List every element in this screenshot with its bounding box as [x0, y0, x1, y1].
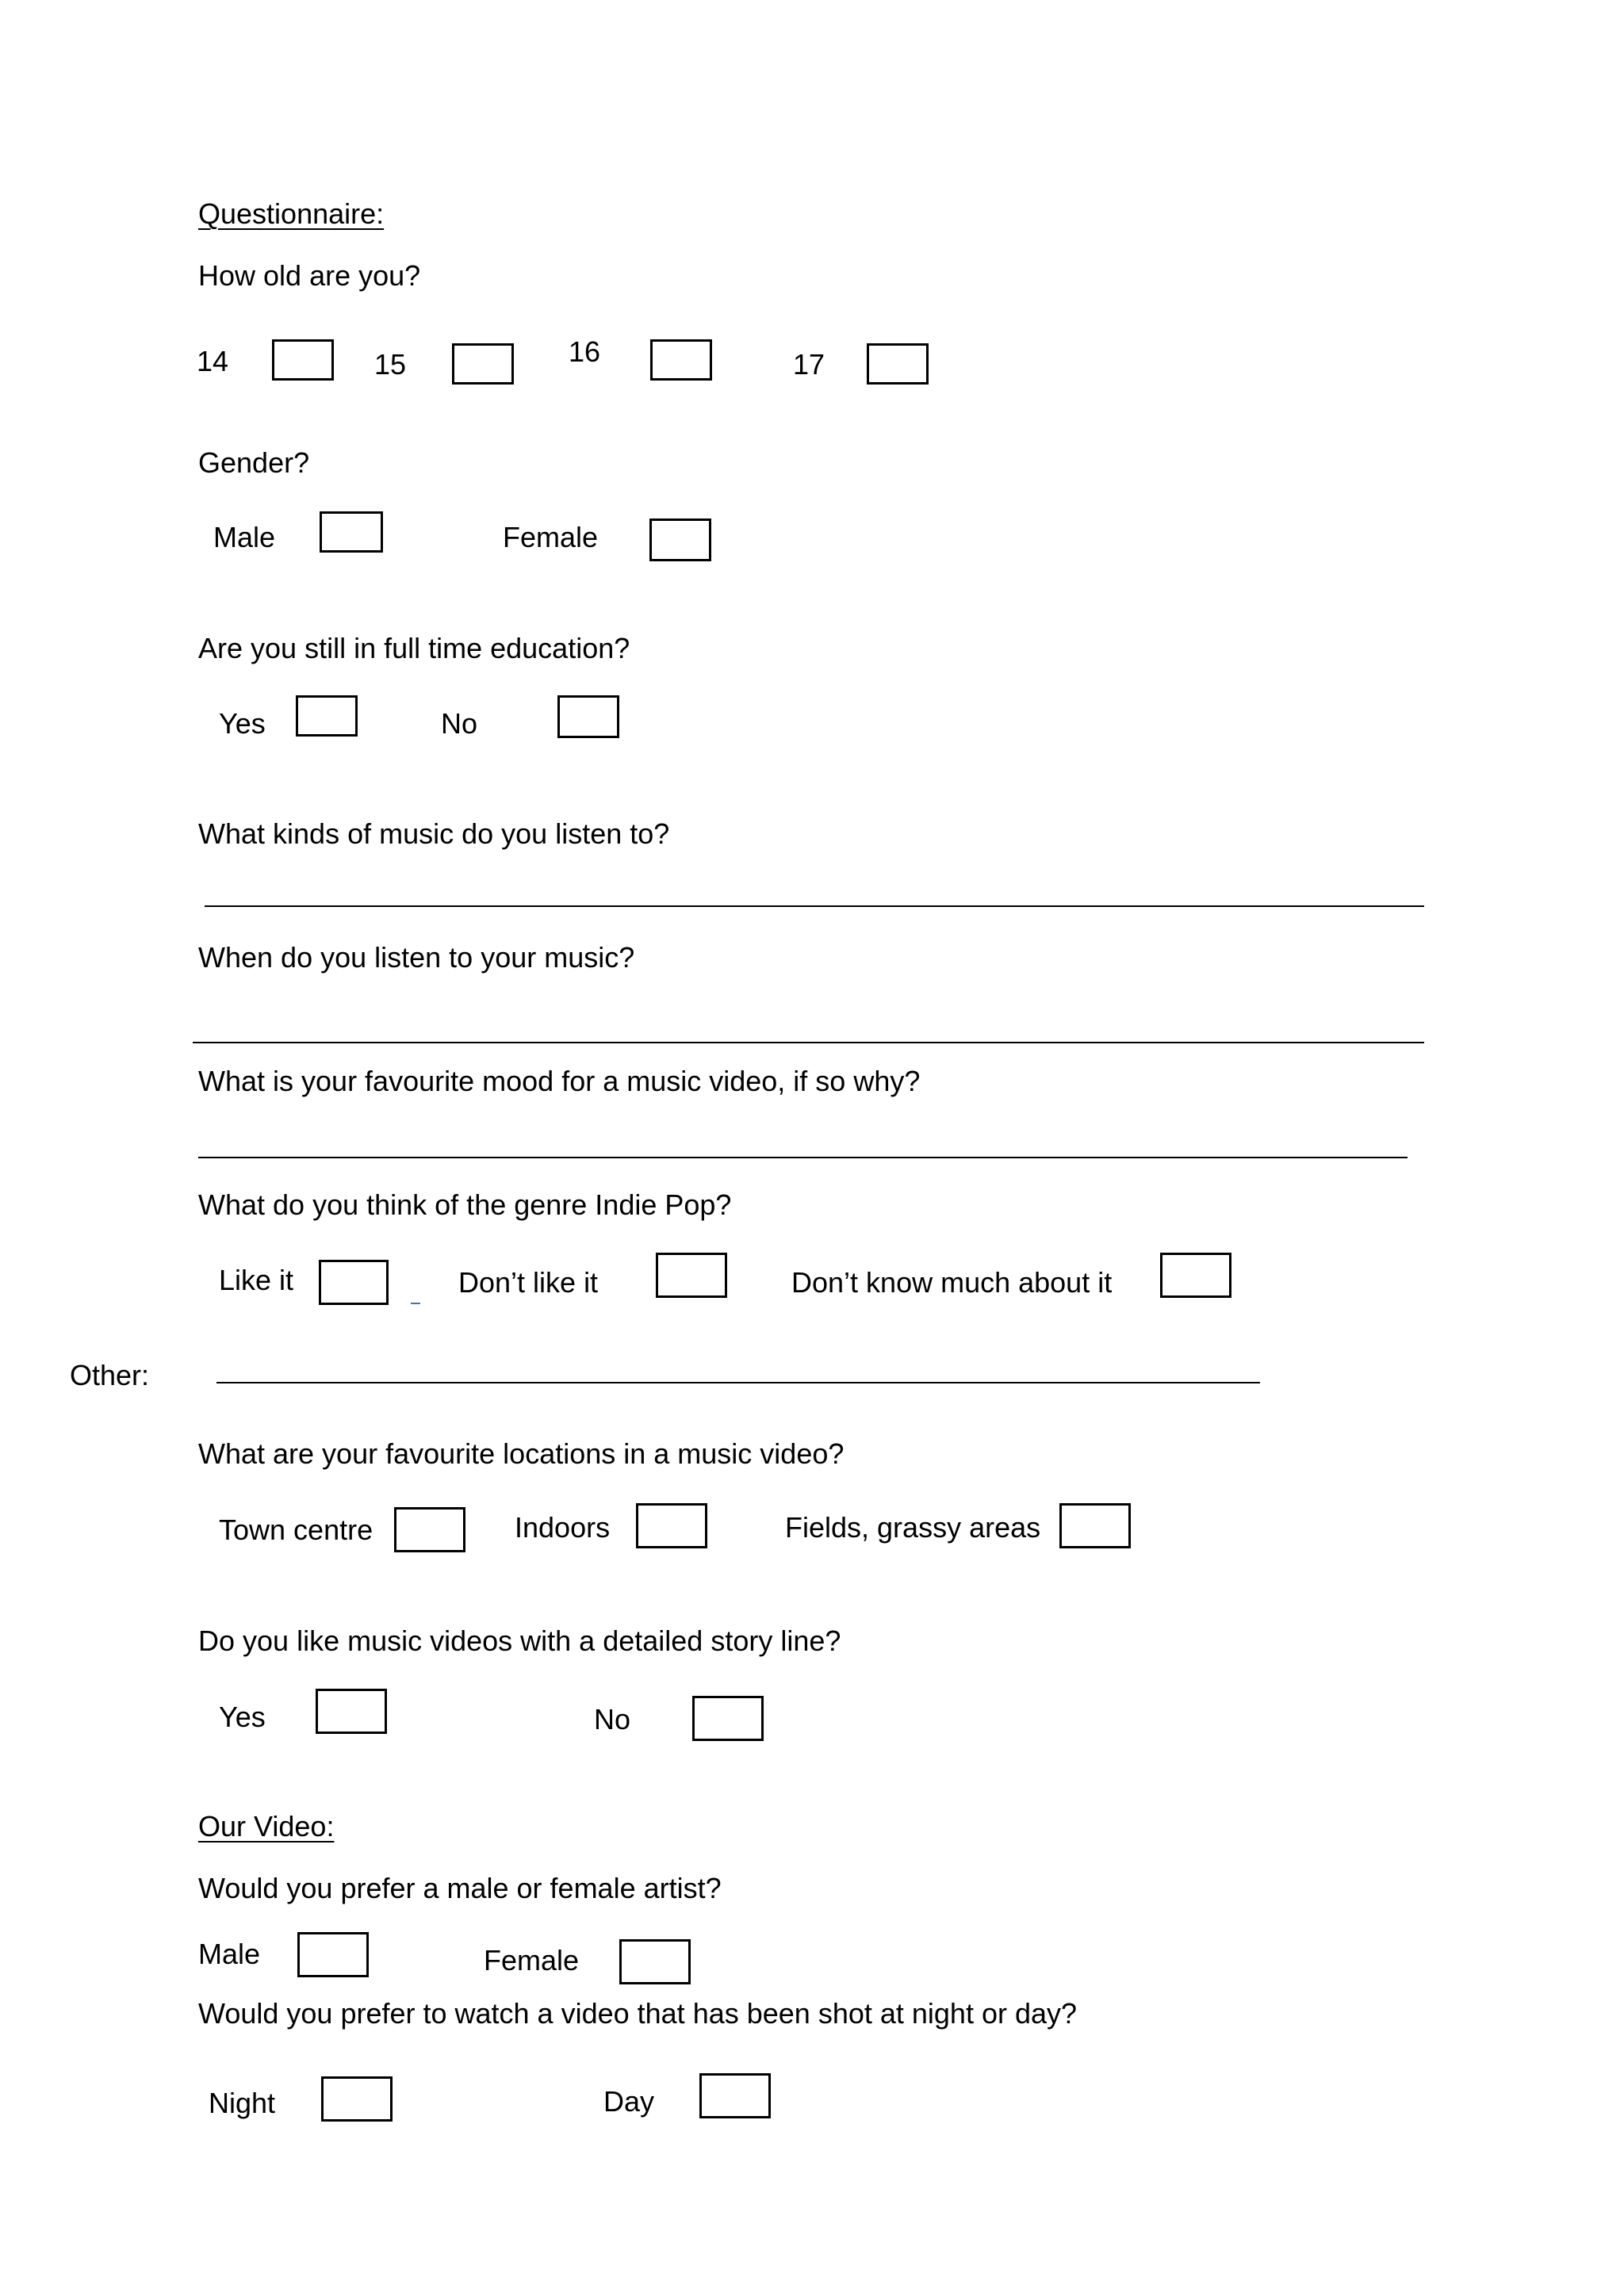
education-no-checkbox[interactable]: [557, 695, 619, 738]
artist-male-checkbox[interactable]: [297, 1932, 369, 1977]
night-day-option-label-night: Night: [209, 2087, 276, 2119]
gender-male-checkbox[interactable]: [320, 511, 383, 553]
question-storyline: Do you like music videos with a detailed story line?: [198, 1624, 841, 1657]
storyline-no-checkbox[interactable]: [692, 1696, 764, 1741]
question-gender: Gender?: [198, 446, 310, 479]
mood-answer-line[interactable]: [198, 1157, 1408, 1158]
location-option-label-town-centre: Town centre: [219, 1513, 373, 1546]
storyline-yes-checkbox[interactable]: [316, 1689, 387, 1734]
gender-female-checkbox[interactable]: [649, 519, 711, 561]
night-checkbox[interactable]: [321, 2076, 393, 2122]
question-night-day: Would you prefer to watch a video that has been shot at night or day?: [198, 1997, 1078, 2030]
indie-pop-like-checkbox[interactable]: [319, 1260, 389, 1305]
age-option-label-14: 14: [197, 345, 229, 377]
stray-mark: [411, 1303, 420, 1304]
education-option-label-yes: Yes: [219, 707, 266, 740]
question-indie-pop: What do you think of the genre Indie Pop?: [198, 1188, 732, 1221]
education-option-label-no: No: [441, 707, 478, 740]
artist-female-checkbox[interactable]: [619, 1939, 691, 1984]
question-listen-when: When do you listen to your music?: [198, 941, 635, 974]
gender-option-label-female: Female: [503, 521, 599, 553]
artist-option-label-male: Male: [198, 1938, 261, 1970]
age-17-checkbox[interactable]: [867, 343, 929, 385]
question-locations: What are your favourite locations in a music video?: [198, 1437, 845, 1470]
age-15-checkbox[interactable]: [452, 343, 514, 385]
other-label: Other:: [70, 1359, 150, 1391]
storyline-option-label-no: No: [594, 1703, 631, 1735]
indie-pop-option-label-like: Like it: [219, 1264, 294, 1296]
gender-option-label-male: Male: [213, 521, 276, 553]
location-indoors-checkbox[interactable]: [636, 1503, 707, 1548]
age-16-checkbox[interactable]: [650, 339, 712, 381]
location-town-centre-checkbox[interactable]: [394, 1507, 465, 1552]
music-kinds-answer-line[interactable]: [205, 905, 1424, 907]
location-option-label-indoors: Indoors: [515, 1511, 611, 1544]
artist-option-label-female: Female: [484, 1944, 580, 1976]
night-day-option-label-day: Day: [603, 2085, 655, 2118]
age-option-label-15: 15: [374, 348, 407, 381]
question-mood: What is your favourite mood for a music video, if so why?: [198, 1065, 921, 1097]
question-education: Are you still in full time education?: [198, 632, 630, 664]
questionnaire-heading: Questionnaire:: [198, 197, 385, 230]
education-yes-checkbox[interactable]: [296, 695, 358, 737]
location-fields-checkbox[interactable]: [1059, 1503, 1131, 1548]
day-checkbox[interactable]: [699, 2073, 771, 2118]
question-age: How old are you?: [198, 259, 421, 292]
other-answer-line[interactable]: [216, 1382, 1260, 1383]
question-artist: Would you prefer a male or female artist?: [198, 1872, 722, 1904]
listen-when-answer-line[interactable]: [193, 1042, 1424, 1043]
age-option-label-16: 16: [569, 335, 601, 368]
question-music-kinds: What kinds of music do you listen to?: [198, 817, 670, 850]
our-video-heading: Our Video:: [198, 1810, 335, 1843]
storyline-option-label-yes: Yes: [219, 1701, 266, 1733]
location-option-label-fields: Fields, grassy areas: [785, 1511, 1041, 1544]
age-14-checkbox[interactable]: [272, 339, 334, 381]
indie-pop-option-label-dont-know: Don’t know much about it: [791, 1266, 1113, 1299]
indie-pop-dont-know-checkbox[interactable]: [1160, 1253, 1231, 1298]
indie-pop-option-label-dislike: Don’t like it: [458, 1266, 599, 1299]
age-option-label-17: 17: [793, 348, 825, 381]
indie-pop-dislike-checkbox[interactable]: [656, 1253, 727, 1298]
